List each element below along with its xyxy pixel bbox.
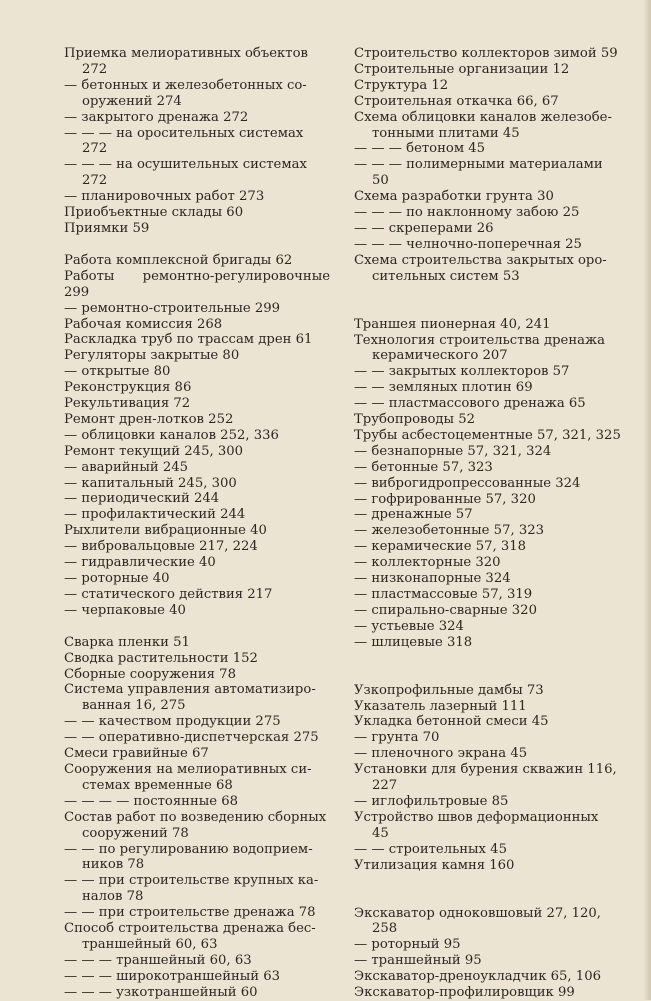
index-entry: [64, 205, 330, 221]
index-entry-line: Способ строительства дренажа бес-: [64, 921, 316, 937]
index-entry: [354, 699, 624, 715]
index-entry-line: — капитальный 245, 300: [64, 475, 237, 491]
index-entry-line: Регуляторы закрытые 80: [64, 348, 240, 364]
index-entry-line: — аварийный 245: [64, 459, 188, 475]
index-entry: [64, 78, 330, 110]
index-entry: [354, 794, 624, 810]
index-entry-line: Экскаватор-дреноукладчик 65, 106: [354, 969, 601, 985]
index-entry: [64, 476, 330, 492]
index-entry: [64, 157, 330, 189]
index-entry: [354, 762, 624, 794]
index-entry: [354, 842, 624, 858]
index-entry-line: — — — по наклонному забою 25: [354, 205, 580, 221]
index-entry-line: Утилизация камня 160: [354, 857, 515, 873]
index-entry-line: — — закрытых коллекторов 57: [354, 364, 570, 380]
index-entry: [64, 364, 330, 380]
index-entry-line: Указатель лазерный 111: [354, 698, 527, 714]
index-entry-line: Ремонт дрен-лотков 252: [64, 411, 234, 427]
index-entry: [354, 603, 624, 619]
index-entry: [354, 205, 624, 221]
index-entry-line: — шлицевые 318: [354, 634, 473, 650]
index-entry-line: Система управления автоматизиро-: [64, 682, 316, 698]
index-entry-line: — — — бетоном 45: [354, 141, 486, 157]
index-entry-line: Работы ремонтно-регулировочные 299: [64, 268, 330, 300]
index-entry-line: Схема разработки грунта 30: [354, 189, 554, 205]
index-entry: [64, 842, 330, 874]
index-entry: [354, 78, 624, 94]
index-entry-line: Сборные сооружения 78: [64, 666, 236, 682]
index-entry-line: — — строительных 45: [354, 841, 507, 857]
index-entry: [64, 969, 330, 985]
index-entry-line: — — — челночно-поперечная 25: [354, 236, 582, 252]
index-entry-line: — закрытого дренажа 272: [64, 109, 249, 125]
index-entry-continuation: 272: [82, 173, 108, 189]
index-entry: [64, 873, 330, 905]
index-entry: [354, 62, 624, 78]
index-entry-line: — — скреперами 26: [354, 220, 494, 236]
index-entry: [64, 539, 330, 555]
index-entry: [64, 714, 330, 730]
index-entry-line: — — — узкотраншейный 60: [64, 984, 258, 1000]
index-entry: [64, 126, 330, 158]
index-entry-line: — — — траншейный 60, 63: [64, 952, 252, 968]
index-entry: [64, 587, 330, 603]
index-entry: [64, 269, 330, 301]
index-entry: [64, 412, 330, 428]
index-entry: [64, 444, 330, 460]
index-entry: [354, 492, 624, 508]
index-entry: [354, 46, 624, 62]
index-entry: [354, 730, 624, 746]
index-entry: [64, 523, 330, 539]
index-entry: [354, 523, 624, 539]
index-entry-line: Строительная откачка 66, 67: [354, 93, 559, 109]
index-entry-line: — гидравлические 40: [64, 555, 216, 571]
index-entry: [64, 221, 330, 237]
index-entry: [64, 905, 330, 921]
index-entry: [354, 364, 624, 380]
index-entry-line: — — — на оросительных системах: [64, 125, 304, 141]
index-entry-line: — статического действия 217: [64, 586, 273, 602]
index-entry-continuation: керамического 207: [372, 348, 508, 364]
index-entry: [354, 507, 624, 523]
index-entry-line: Раскладка труб по трассам дрен 61: [64, 332, 313, 348]
index-entry-line: — — пластмассового дренажа 65: [354, 396, 586, 412]
index-entry: [64, 635, 330, 651]
index-entry: [354, 555, 624, 571]
index-entry: [64, 953, 330, 969]
index-entry: [64, 746, 330, 762]
index-entry: [354, 985, 624, 1001]
index-entry-line: — пластмассовые 57, 319: [354, 587, 533, 602]
index-entry-line: — планировочных работ 273: [64, 189, 265, 205]
index-entry-continuation: ванная 16, 275: [82, 698, 186, 714]
index-entry: [64, 762, 330, 794]
index-entry-continuation: 272: [82, 141, 108, 157]
index-entry-line: — траншейный 95: [354, 953, 482, 969]
index-entry-line: Смеси гравийные 67: [64, 746, 209, 762]
index-entry-continuation: оружений 274: [82, 93, 182, 109]
index-entry: [354, 189, 624, 205]
index-entry-line: — коллекторные 320: [354, 555, 501, 571]
index-entry-line: — роторный 95: [354, 937, 461, 953]
section-gap: [354, 874, 624, 906]
index-entry-line: — спирально-сварные 320: [354, 602, 537, 618]
index-entry-continuation: тонными плитами 45: [372, 125, 520, 141]
index-entry-line: — — — полимерными материалами: [354, 157, 603, 173]
index-entry: [354, 237, 624, 253]
index-entry: [64, 301, 330, 317]
index-entry-line: Схема строительства закрытых оро-: [354, 252, 607, 268]
index-entry: [354, 937, 624, 953]
index-entry: [354, 953, 624, 969]
index-entry-line: — — по регулированию водоприем-: [64, 841, 313, 857]
index-entry-line: — — при строительстве крупных ка-: [64, 873, 319, 889]
index-entry-line: — виброгидропрессованные 324: [354, 475, 581, 491]
index-entry-line: — облицовки каналов 252, 336: [64, 427, 279, 443]
index-entry-line: Состав работ по возведению сборных: [64, 809, 327, 825]
index-entry: [64, 332, 330, 348]
index-entry-line: Строительные организации 12: [354, 61, 570, 77]
index-entry-line: — грунта 70: [354, 730, 440, 746]
index-entry-line: Рабочая комиссия 268: [64, 316, 223, 332]
index-entry: [64, 380, 330, 396]
index-entry-line: — ремонтно-строительные 299: [64, 300, 281, 316]
index-entry: [354, 444, 624, 460]
index-entry: [354, 746, 624, 762]
index-entry-line: Траншея пионерная 40, 241: [354, 316, 551, 332]
index-entry-line: — периодический 244: [64, 491, 220, 507]
index-entry-line: Экскаватор-профилировщик 99: [354, 985, 575, 1001]
index-entry: [354, 810, 624, 842]
index-entry-line: Узкопрофильные дамбы 73: [354, 682, 544, 698]
index-entry-continuation: сооружений 78: [82, 825, 189, 841]
index-entry-continuation: 50: [372, 173, 389, 189]
index-entry-line: Сооружения на мелиоративных си-: [64, 761, 312, 777]
index-entry-line: — бетонные 57, 323: [354, 459, 493, 475]
index-entry-line: — — при строительстве дренажа 78: [64, 905, 316, 921]
section-gap: [354, 651, 624, 683]
index-entry-continuation: налов 78: [82, 889, 144, 905]
index-entry: [354, 333, 624, 365]
section-gap: [64, 619, 330, 635]
index-entry: [64, 603, 330, 619]
index-entry-continuation: 258: [372, 921, 398, 937]
index-entry: [354, 539, 624, 555]
index-entry: [354, 94, 624, 110]
index-entry: [64, 110, 330, 126]
index-entry: [64, 507, 330, 523]
index-entry-line: Рекультивация 72: [64, 396, 191, 412]
index-column-right: [354, 46, 624, 1001]
index-entry: [354, 253, 624, 285]
index-entry-line: Схема облицовки каналов железобе-: [354, 109, 612, 125]
index-entry-line: — роторные 40: [64, 571, 170, 586]
index-entry: [354, 428, 624, 444]
index-entry-line: Сварка пленки 51: [64, 634, 190, 650]
index-entry-line: Строительство коллекторов зимой 59: [354, 46, 618, 61]
index-entry: [354, 317, 624, 333]
index-entry-line: — открытые 80: [64, 364, 171, 380]
index-entry-line: Устройство швов деформационных: [354, 809, 599, 825]
index-entry-continuation: сительных систем 53: [372, 268, 520, 284]
index-entry: [354, 396, 624, 412]
index-entry: [354, 969, 624, 985]
index-entry: [64, 730, 330, 746]
section-gap: [64, 237, 330, 253]
index-entry-line: — керамические 57, 318: [354, 539, 527, 555]
index-entry-line: — — — на осушительных системах: [64, 157, 307, 173]
index-entry-line: Сводка растительности 152: [64, 650, 258, 666]
index-entry-line: — гофрированные 57, 320: [354, 491, 536, 507]
index-entry-line: — — земляных плотин 69: [354, 380, 533, 396]
index-entry: [64, 651, 330, 667]
index-entry-line: — — качеством продукции 275: [64, 714, 281, 730]
index-entry: [354, 587, 624, 603]
index-entry-line: — иглофильтровые 85: [354, 793, 509, 809]
index-entry: [354, 635, 624, 651]
index-entry-line: — дренажные 57: [354, 507, 473, 523]
index-entry: [354, 412, 624, 428]
index-entry: [354, 476, 624, 492]
index-entry: [64, 985, 330, 1001]
index-entry-line: — устьевые 324: [354, 618, 464, 634]
index-entry: [354, 906, 624, 938]
index-entry-line: — железобетонные 57, 323: [354, 523, 545, 539]
index-entry-continuation: стемах временные 68: [82, 777, 233, 793]
index-entry-line: — безнапорные 57, 321, 324: [354, 443, 552, 459]
index-entry: [354, 221, 624, 237]
index-entry-line: Установки для бурения скважин 116,: [354, 762, 617, 778]
index-entry-continuation: траншейный 60, 63: [82, 936, 218, 952]
index-entry: [64, 348, 330, 364]
index-entry-line: Реконструкция 86: [64, 380, 192, 396]
index-entry-line: — черпаковые 40: [64, 602, 186, 618]
index-entry: [64, 396, 330, 412]
index-entry: [64, 571, 330, 587]
index-entry-continuation: 45: [372, 825, 389, 841]
index-entry: [354, 157, 624, 189]
index-entry-line: — пленочного экрана 45: [354, 746, 528, 762]
index-entry: [64, 428, 330, 444]
index-entry-line: Структура 12: [354, 77, 449, 93]
index-entry-line: Приемка мелиоративных объектов: [64, 46, 308, 61]
index-entry: [64, 555, 330, 571]
index-entry-line: Рыхлители вибрационные 40: [64, 523, 267, 539]
page-edge-shadow: [643, 0, 651, 1000]
index-entry-line: Экскаватор одноковшовый 27, 120,: [354, 905, 602, 921]
index-entry: [354, 714, 624, 730]
index-entry-line: Трубопроводы 52: [354, 412, 475, 428]
index-entry: [64, 317, 330, 333]
index-entry: [64, 46, 330, 78]
index-entry: [354, 460, 624, 476]
index-entry-line: — — — широкотраншейный 63: [64, 968, 281, 984]
index-entry-line: — профилактический 244: [64, 507, 246, 523]
index-entry-line: — — оперативно-диспетчерская 275: [64, 730, 319, 746]
index-entry-line: — вибровальцовые 217, 224: [64, 539, 258, 555]
index-entry-continuation: 272: [82, 61, 108, 77]
section-gap: [354, 285, 624, 317]
index-entry-continuation: 227: [372, 778, 398, 794]
index-entry-line: Приобъектные склады 60: [64, 205, 244, 221]
index-entry: [354, 141, 624, 157]
index-entry-line: — — — — постоянные 68: [64, 793, 239, 809]
index-entry: [64, 460, 330, 476]
index-entry: [354, 619, 624, 635]
index-entry: [354, 858, 624, 874]
index-entry: [354, 110, 624, 142]
index-entry: [64, 682, 330, 714]
index-entry-line: Работа комплексной бригады 62: [64, 252, 293, 268]
index-entry: [354, 683, 624, 699]
index-entry: [354, 380, 624, 396]
index-entry: [64, 253, 330, 269]
index-entry: [64, 794, 330, 810]
index-column-left: [64, 46, 330, 1001]
index-entry-continuation: ников 78: [82, 857, 145, 873]
index-entry-line: — низконапорные 324: [354, 571, 511, 587]
index-entry: [64, 189, 330, 205]
index-entry-line: — бетонных и железобетонных со-: [64, 77, 307, 93]
index-entry: [354, 571, 624, 587]
index-entry-line: Трубы асбестоцементные 57, 321, 325: [354, 427, 621, 443]
index-entry: [64, 667, 330, 683]
index-entry: [64, 810, 330, 842]
index-entry-line: Технология строительства дренажа: [354, 332, 605, 348]
index-entry: [64, 491, 330, 507]
index-entry-line: Укладка бетонной смеси 45: [354, 714, 549, 730]
index-entry-line: Приямки 59: [64, 220, 150, 236]
index-entry-line: Ремонт текущий 245, 300: [64, 443, 244, 459]
index-entry: [64, 921, 330, 953]
